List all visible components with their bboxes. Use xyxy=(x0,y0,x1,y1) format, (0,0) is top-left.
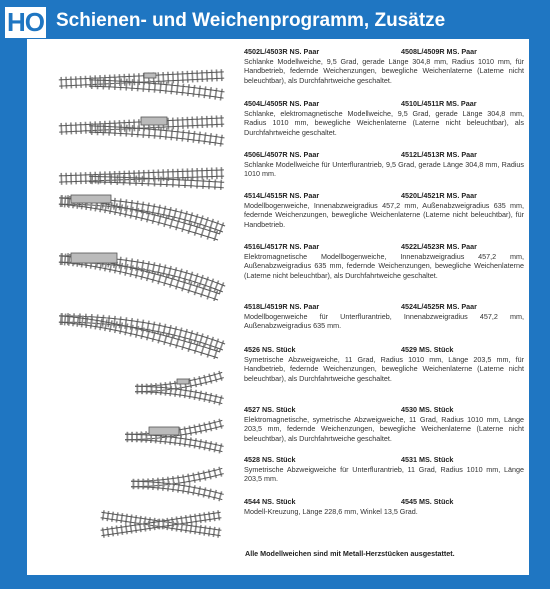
product-description: Modell-Kreuzung, Länge 228,6 mm, Winkel 13,5 Grad. xyxy=(244,507,418,516)
code-ms: 4545 MS. Stück xyxy=(401,497,454,506)
code-ns: 4526 NS. Stück xyxy=(244,345,296,354)
product-4504 xyxy=(244,99,524,137)
code-ns: 4514L/4515R NS. Paar xyxy=(244,191,320,200)
page-title: Schienen- und Weichenprogramm, Zusätze xyxy=(56,10,446,31)
product-4526 xyxy=(244,345,524,383)
product-description: Modellbogenweiche, Innenabzweigradius 457,2 mm, Außenabzweigradius 635 mm, federnde Weichenzungen, bewegliche Weichenlaterne (Laterne nicht beleuchtbar), für Handbetrieb. xyxy=(244,201,524,229)
track-image-4516 xyxy=(49,249,229,301)
track-image-4528 xyxy=(123,465,227,503)
product-description: Elektromagnetische, symetrische Abzweigweiche, 11 Grad, Radius 1010 mm, Länge 203,5 mm, federnde Weichenzungen, bewegliche Weichenlaterne (Laterne nicht beleuchtbar), als Durchfahrtweiche geschaltet. xyxy=(244,415,524,443)
product-description: Schlanke, elektromagnetische Modellweiche, 9,5 Grad, gerade Länge 304,8 mm, Radius 1010 mm, bewegliche Weichenlaterne (Laterne nicht beleuchtbar), als Durchfahrtweiche geschaltet. xyxy=(244,109,524,137)
track-image-4526 xyxy=(127,367,227,407)
code-ms: 4530 MS. Stück xyxy=(401,405,454,414)
product-4516 xyxy=(244,242,524,280)
product-4514 xyxy=(244,191,524,229)
scale-badge: HO xyxy=(7,7,44,37)
code-ms: 4508L/4509R MS. Paar xyxy=(401,47,477,56)
code-ms: 4524L/4525R MS. Paar xyxy=(401,302,477,311)
product-description: Elektromagnetische Modellbogenweiche, Innenabzweigradius 457,2 mm, Außenabzweigradius 635 mm, federnde Weichenzungen, bewegliche Weichenlaterne (Laterne nicht beleuchtbar), als Durchfahrtweiche geschaltet. xyxy=(244,252,524,280)
track-image-4527 xyxy=(117,415,227,457)
track-image-4506 xyxy=(49,163,229,191)
code-ms: 4520L/4521R MS. Paar xyxy=(401,191,477,200)
product-description: Modellbogenweiche für Unterflurantrieb, Innenabzweigradius 457,2 mm, Außenabzweigradius 635 mm. xyxy=(244,312,524,331)
code-ns: 4504L/4505R NS. Paar xyxy=(244,99,320,108)
product-4518 xyxy=(244,302,524,331)
product-description: Symetrische Abzweigweiche, 11 Grad, Radius 1010 mm, Länge 203,5 mm, für Handbetrieb, federnde Weichenzungen, bewegliche Weichenlaterne (Laterne nicht beleuchtbar), als Durchfahrtweiche geschaltet. xyxy=(244,355,524,383)
code-ms: 4531 MS. Stück xyxy=(401,455,454,464)
code-ns: 4506L/4507R NS. Paar xyxy=(244,150,320,159)
code-ns: 4544 NS. Stück xyxy=(244,497,296,506)
code-ns: 4502L/4503R NS. Paar xyxy=(244,47,320,56)
product-description: Schlanke Modellweiche, 9,5 Grad, gerade Länge 304,8 mm, Radius 1010 mm, für Handbetrieb, federnde Weichenzungen, bewegliche Weichenlaterne (Laterne nicht beleuchtbar), als Durchfahrtweiche geschaltet. xyxy=(244,57,524,85)
track-image-4544 xyxy=(93,505,227,543)
product-4544 xyxy=(244,497,524,516)
track-image-4504 xyxy=(49,105,229,147)
track-image-4514 xyxy=(49,191,229,241)
product-4528 xyxy=(244,455,524,484)
product-description: Symetrische Abzweigweiche für Unterflurantrieb, 11 Grad, Radius 1010 mm, Länge 203,5 mm. xyxy=(244,465,524,484)
code-ms: 4522L/4523R MS. Paar xyxy=(401,242,477,251)
product-4502 xyxy=(244,47,524,85)
product-4527 xyxy=(244,405,524,443)
page-header xyxy=(0,0,550,40)
product-description: Schlanke Modellweiche für Unterflurantrieb, 9,5 Grad, gerade Länge 304,8 mm, Radius 1010 mm. xyxy=(244,160,524,179)
product-4506 xyxy=(244,150,524,179)
code-ms: 4512L/4513R MS. Paar xyxy=(401,150,477,159)
code-ns: 4528 NS. Stück xyxy=(244,455,296,464)
code-ns: 4516L/4517R NS. Paar xyxy=(244,242,320,251)
code-ns: 4527 NS. Stück xyxy=(244,405,296,414)
track-image-4502 xyxy=(49,59,229,101)
footnote: Alle Modellweichen sind mit Metall-Herzstücken ausgestattet. xyxy=(245,549,455,558)
code-ms: 4529 MS. Stück xyxy=(401,345,454,354)
code-ns: 4518L/4519R NS. Paar xyxy=(244,302,320,311)
catalog-sheet xyxy=(27,39,529,575)
code-ms: 4510L/4511R MS. Paar xyxy=(401,99,477,108)
track-image-4518 xyxy=(49,307,229,359)
